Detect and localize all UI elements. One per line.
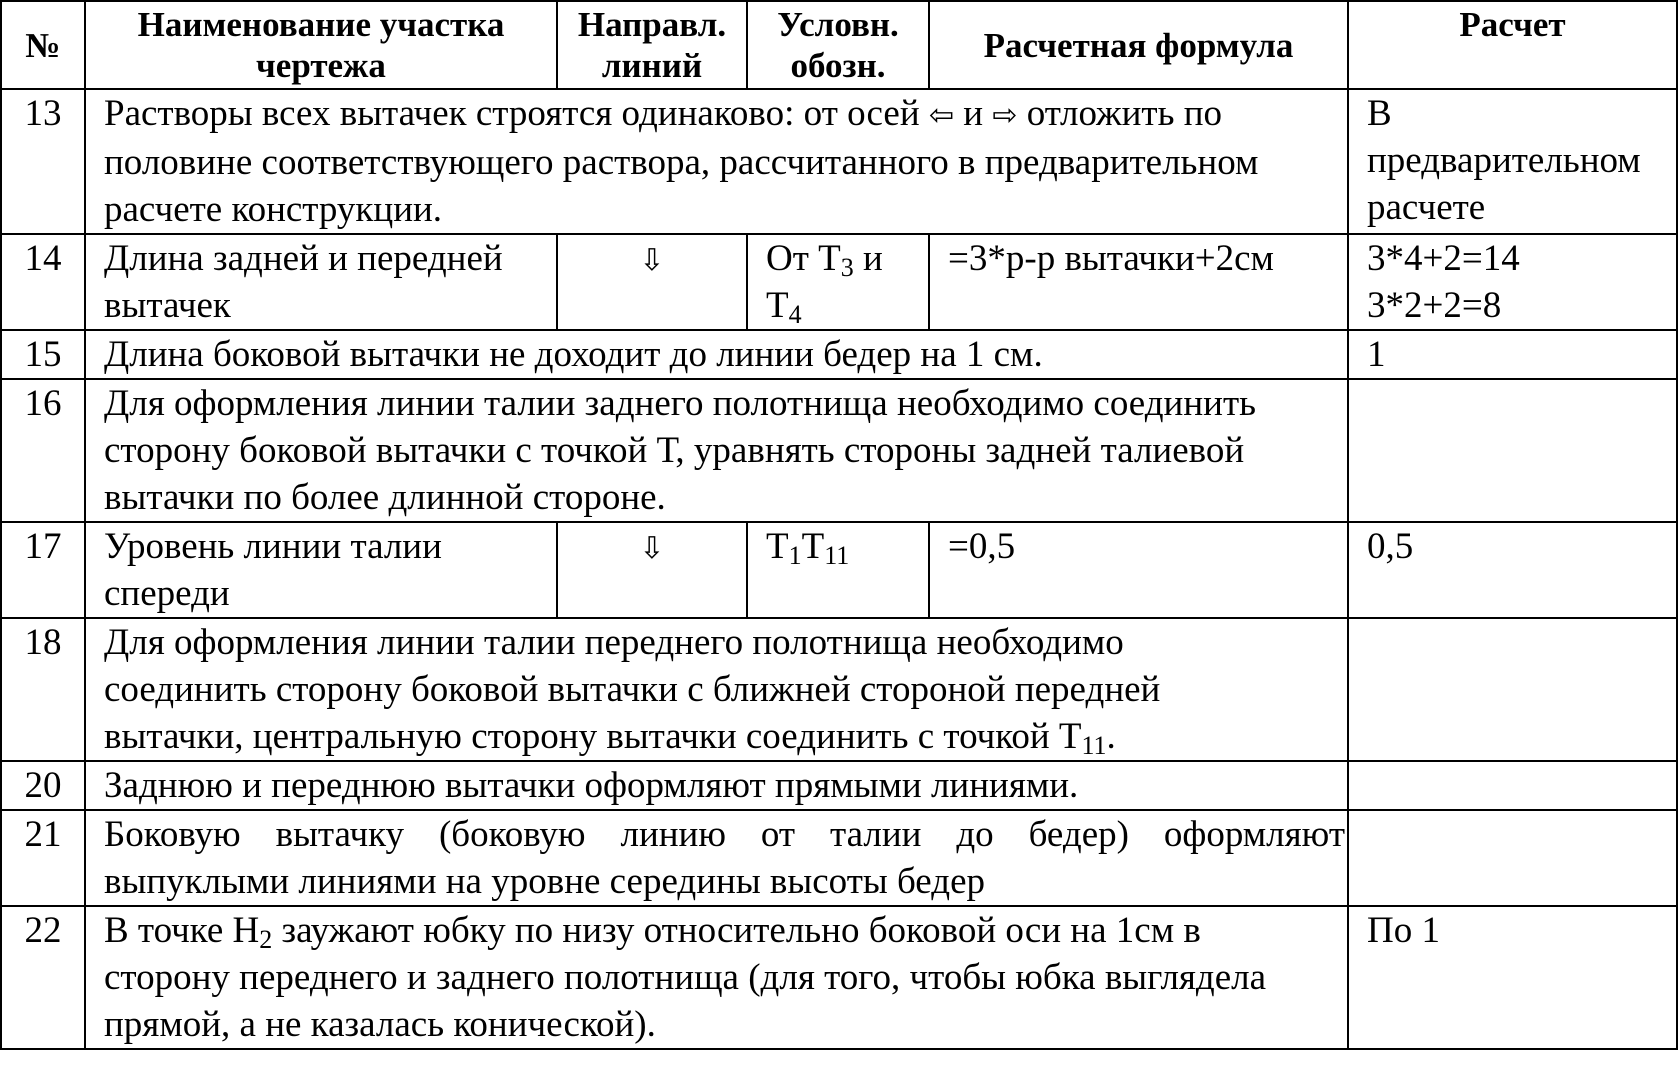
row-name: Уровень линии талии спереди bbox=[85, 522, 557, 618]
row-number: 22 bbox=[1, 906, 85, 1049]
table-row bbox=[1, 810, 1677, 906]
table-row bbox=[1, 379, 1677, 522]
header-direction: Направл. линий bbox=[557, 1, 747, 89]
row-calc: По 1 bbox=[1348, 906, 1677, 1049]
header-row bbox=[1, 1, 1677, 89]
row-description: Длина боковой вытачки не доходит до линии бедер на 1 см. bbox=[85, 330, 1348, 379]
row-calc: 0,5 bbox=[1348, 522, 1677, 618]
row-description: Для оформления линии талии заднего полотнища необходимо соединить сторону боковой вытачки с точкой Т, уравнять стороны задней талиевой вытачки по более длинной стороне. bbox=[85, 379, 1348, 522]
row-calc bbox=[1348, 618, 1677, 761]
row-calc: 3*4+2=14 3*2+2=8 bbox=[1348, 234, 1677, 330]
row-number: 18 bbox=[1, 618, 85, 761]
row-number: 16 bbox=[1, 379, 85, 522]
table-row bbox=[1, 234, 1677, 330]
header-formula: Расчетная формула bbox=[929, 1, 1348, 89]
down-arrow-icon: ⇩ bbox=[639, 243, 665, 278]
header-calc: Расчет bbox=[1348, 1, 1677, 89]
row-calc bbox=[1348, 761, 1677, 810]
table-row bbox=[1, 761, 1677, 810]
row-name: Длина задней и передней вытачек bbox=[85, 234, 557, 330]
header-name: Наименование участка чертежа bbox=[85, 1, 557, 89]
row-calc: В предварительном расчете bbox=[1348, 89, 1677, 234]
row-formula: =3*р-р вытачки+2см bbox=[929, 234, 1348, 330]
row-calc: 1 bbox=[1348, 330, 1677, 379]
row-direction bbox=[557, 522, 747, 618]
left-arrow-icon: ⇦ bbox=[928, 98, 955, 133]
table-row bbox=[1, 89, 1677, 234]
right-arrow-icon: ⇨ bbox=[992, 98, 1018, 133]
table-row bbox=[1, 906, 1677, 1049]
row-number: 13 bbox=[1, 89, 85, 234]
row-description: Для оформления линии талии переднего полотнища необходимо соединить сторону боковой вытачки с ближней стороной передней вытачки, центральную сторону вытачки соединить с точкой $Т_{11}$. bbox=[85, 618, 1348, 761]
row-symbol: $Т_1Т_{11}$ bbox=[747, 522, 929, 618]
row-number: 20 bbox=[1, 761, 85, 810]
table-row bbox=[1, 618, 1677, 761]
row-symbol: От $Т_3$ и $Т_4$ bbox=[747, 234, 929, 330]
row-description: В точке $Н_2$ заужают юбку по низу относительно боковой оси на 1см в сторону переднего и заднего полотнища (для того, чтобы юбка выглядела прямой, а не казалась конической). bbox=[85, 906, 1348, 1049]
row-calc bbox=[1348, 810, 1677, 906]
header-symbol: Условн. обозн. bbox=[747, 1, 929, 89]
row-description: Растворы всех вытачек строятся одинаково: от осей ⇦ и ⇨ отложить по половине соответствующего раствора, рассчитанного в предварительном расчете конструкции. bbox=[85, 89, 1348, 234]
row-number: 15 bbox=[1, 330, 85, 379]
header-num: № bbox=[1, 1, 85, 89]
row-description: Боковую вытачку (боковую линию от талии до бедер) оформляют выпуклыми линиями на уровне середины высоты бедер bbox=[85, 810, 1348, 906]
table-row bbox=[1, 330, 1677, 379]
row-formula: =0,5 bbox=[929, 522, 1348, 618]
row-number: 21 bbox=[1, 810, 85, 906]
row-description: Заднюю и переднюю вытачки оформляют прямыми линиями. bbox=[85, 761, 1348, 810]
row-calc bbox=[1348, 379, 1677, 522]
row-number: 17 bbox=[1, 522, 85, 618]
row-number: 14 bbox=[1, 234, 85, 330]
table-row bbox=[1, 522, 1677, 618]
row-direction bbox=[557, 234, 747, 330]
down-arrow-icon: ⇩ bbox=[639, 531, 665, 566]
